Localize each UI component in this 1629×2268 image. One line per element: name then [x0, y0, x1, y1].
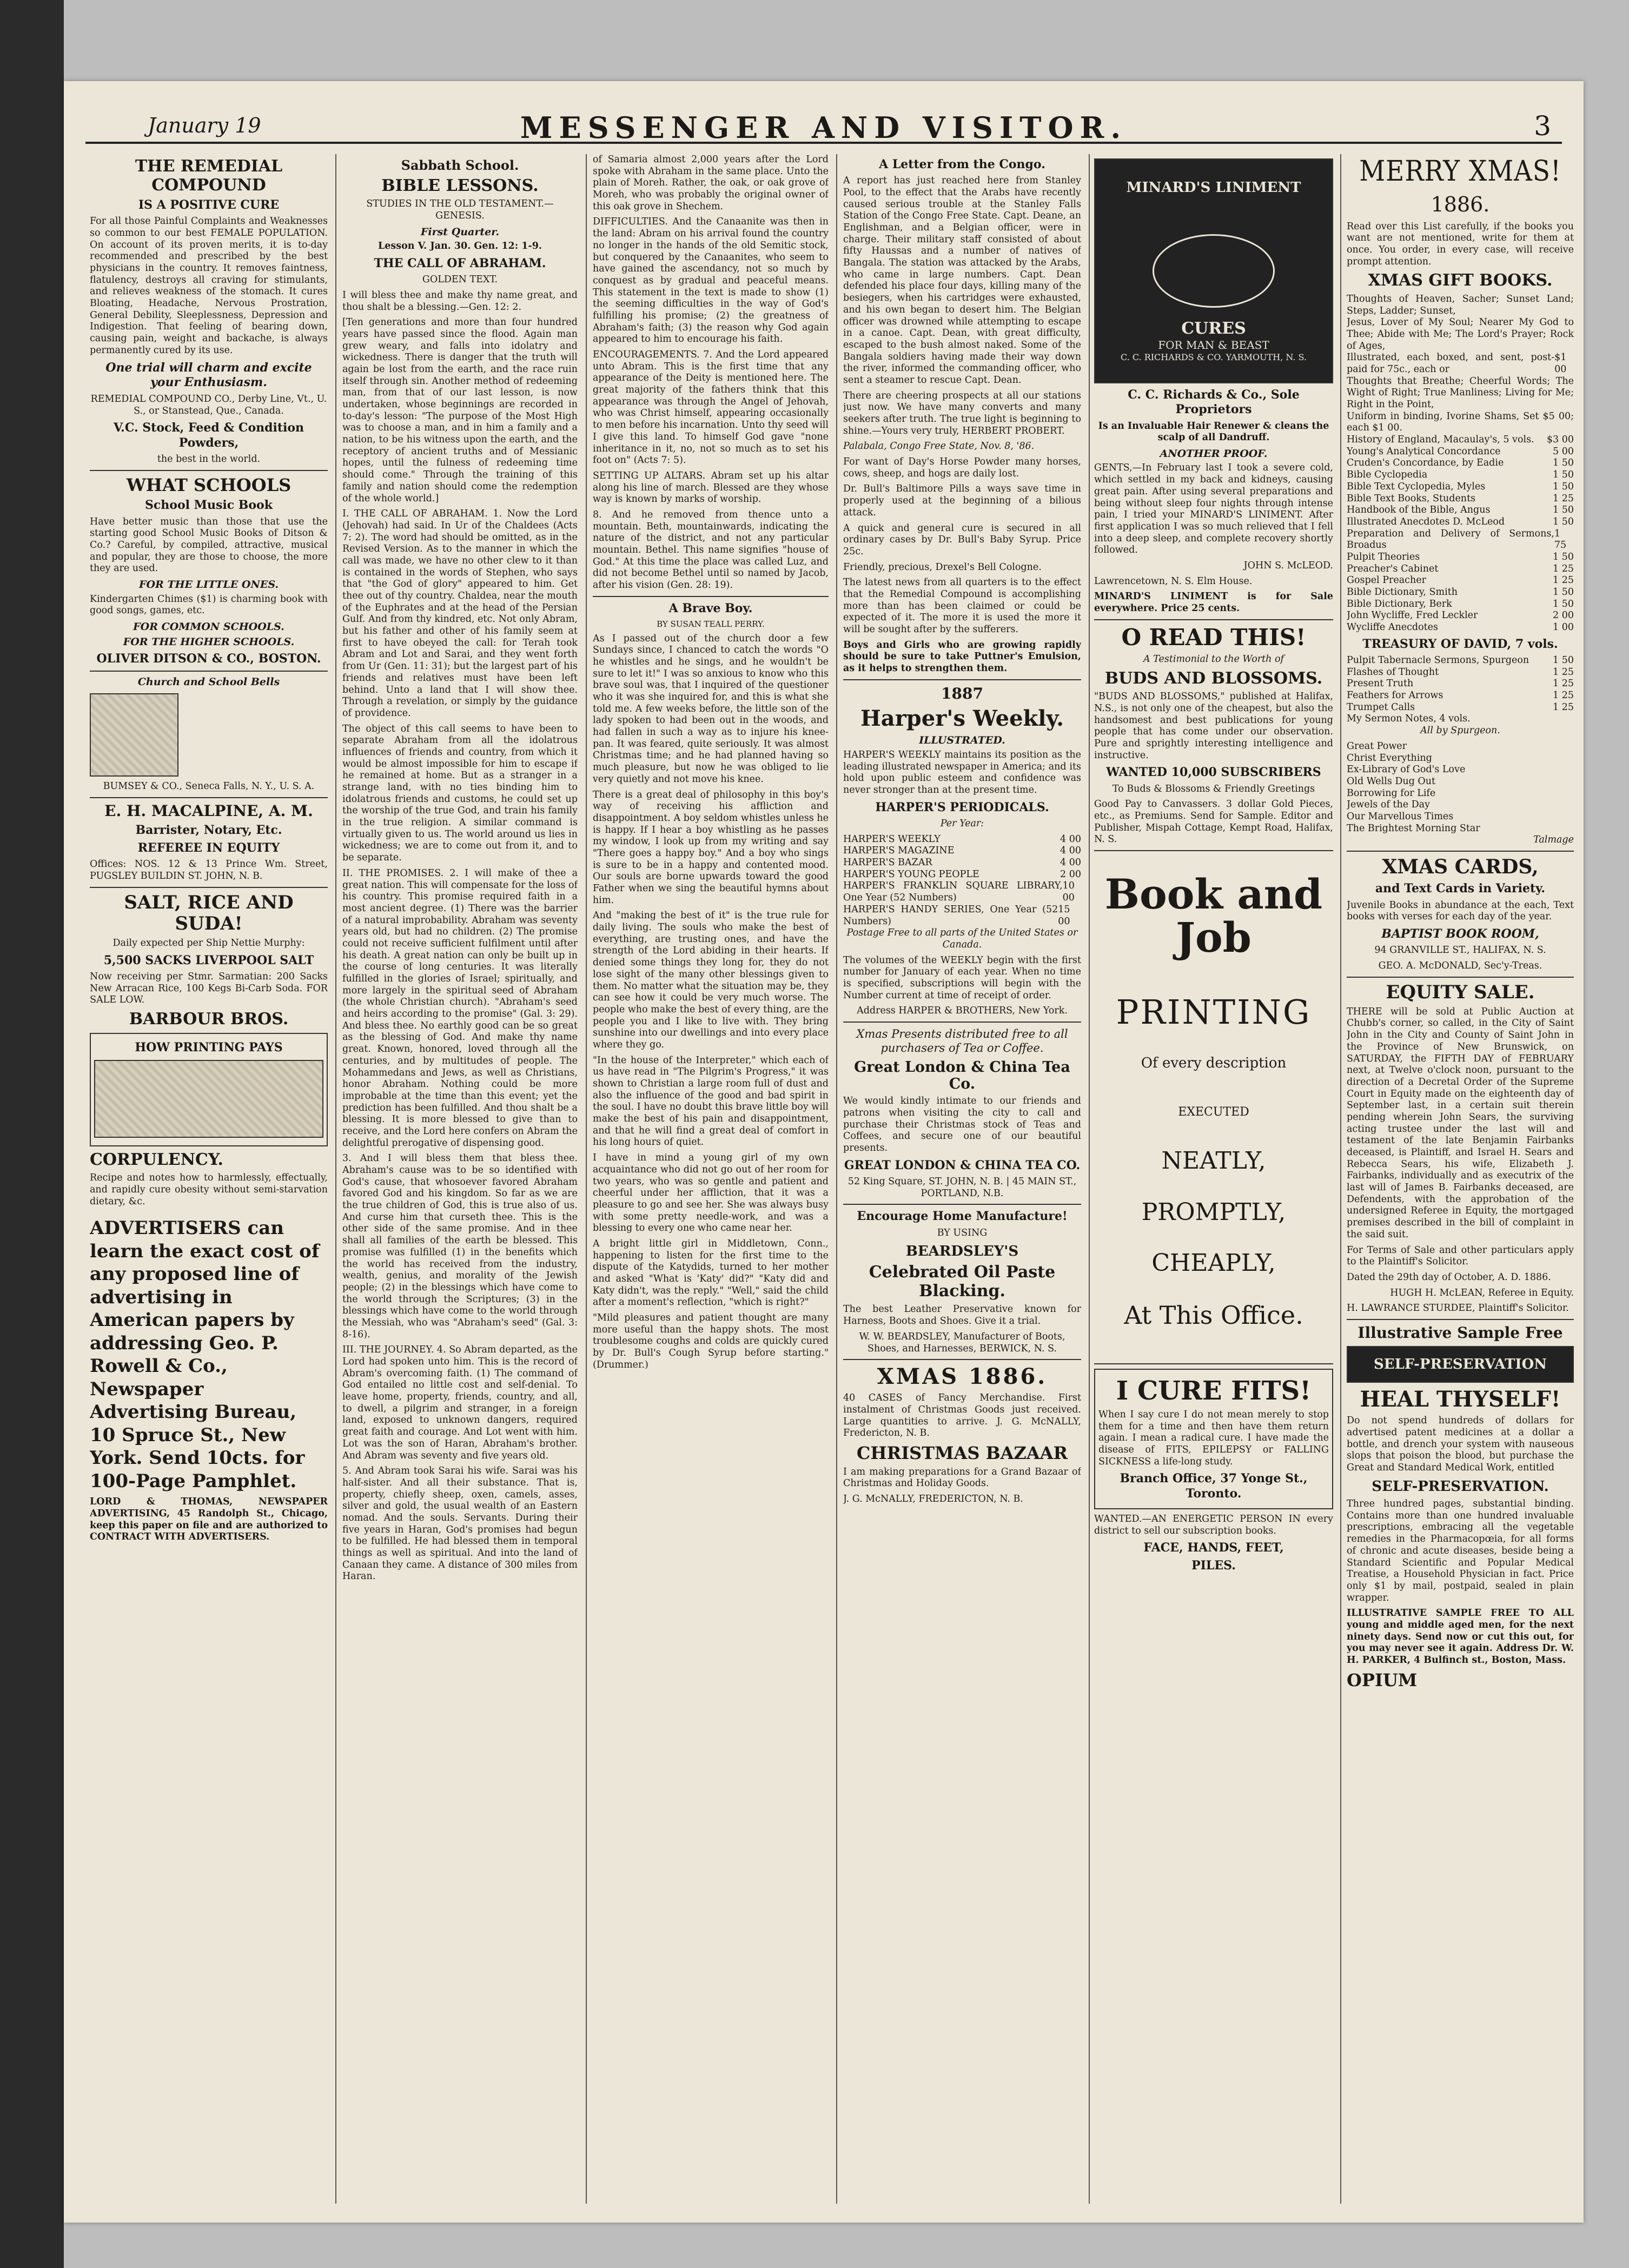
- divider: [1347, 1319, 1574, 1320]
- column-4: [843, 154, 1081, 2204]
- price-item: HARPER'S WEEKLY: [843, 833, 941, 845]
- book-title: Bible Cyclopedia: [1347, 469, 1428, 481]
- cheaply: CHEAPLY,: [1151, 1249, 1276, 1277]
- divider: [1094, 619, 1333, 620]
- liniment-for: FOR MAN & BEAST: [1158, 339, 1269, 352]
- remedial-address: REMEDIAL COMPOUND CO., Derby Line, Vt., U. S., or Stanstead, Que., Canada.: [90, 394, 327, 416]
- vc-title: V.C. Stock, Feed & Condition Powders,: [113, 421, 304, 450]
- book-price: 1 50: [1553, 469, 1574, 481]
- book-row: [1347, 516, 1574, 528]
- divider: [90, 797, 328, 798]
- book-title: Jewels of the Day: [1347, 799, 1430, 811]
- book-room: BAPTIST BOOK ROOM,: [1381, 927, 1539, 941]
- this-office: At This Office.: [1124, 1300, 1303, 1330]
- blacking-title: Celebrated Oil Paste Blacking.: [869, 1263, 1056, 1301]
- book-row: [1347, 446, 1574, 458]
- book-row: [1347, 552, 1574, 563]
- wanted-person: WANTED.—AN ENERGETIC PERSON IN every district to sell our subscription books.: [1094, 1513, 1333, 1536]
- read-this: O READ THIS!: [1121, 624, 1306, 651]
- book-title: Jesus, Lover of My Soul; Nearer My God to Thee; Abide with Me; The Lord's Prayer; Rock of Ages,: [1347, 317, 1574, 352]
- book-price: $3 00: [1546, 434, 1574, 446]
- book-price: 1 50: [1553, 516, 1574, 527]
- liniment-hair: Is an Invaluable Hair Renewer & cleans the scalp of all Dandruff.: [1098, 420, 1329, 443]
- notice: Boys and Girls who are growing rapidly should be sure to take Puttner's Emulsion, as it helps to strengthen them.: [843, 639, 1081, 674]
- piles: PILES.: [1191, 1559, 1236, 1573]
- tea-address: 52 King Square, ST. JOHN, N. B. | 45 MAIN ST., PORTLAND, N.B.: [847, 1176, 1077, 1199]
- equity-body: THERE will be sold at Public Auction at Chubb's corner, so called, in the City of Saint John in the City and County of Saint John in the Province of New Brunswick, on SATURDAY, the FIFTH DAY of FEBRUARY next, at Twelve o'clock noon, pursuant to the direction of a Decretal Order of the Supreme Court in Equity made on the eighteenth day of September last, in a certain suit therein pending wherein John Sears, the surviving acting trustee under the last will and testament of the late Benjamin Fairbanks deceased, is Plaintiff, and Israel H. Sears and Rebecca Sears, his wife, Elizabeth J. Fairbanks, individually and as executrix of the last will of James B. Fairbanks deceased, are Defendents, with the approbation of the undersigned Referee in Equity, the mortgaged premises described in the bill of complaint in the said suit.: [1347, 1006, 1574, 1240]
- lesson-ref: Lesson V. Jan. 30. Gen. 12: 1-9.: [378, 241, 542, 252]
- beardsley-maker: W. W. BEARDSLEY, Manufacturer of Boots, Shoes, and Harnesses, BERWICK, N. S.: [859, 1331, 1065, 1354]
- harper-body: HARPER'S WEEKLY maintains its position as the leading illustrated newspaper in America; and its hold upon public esteem and confidence was never stronger than at the present time.: [843, 750, 1081, 796]
- book-row: [1347, 587, 1574, 599]
- illustrative-title: Illustrative Sample Free: [1358, 1323, 1563, 1342]
- book-title: Thoughts of Heaven, Sacher; Sunset Land; Steps, Ladder; Sunset,: [1347, 293, 1574, 316]
- divider: [593, 596, 829, 597]
- book-price: 1 25: [1553, 563, 1574, 574]
- talmage-by: Talmage: [1533, 834, 1574, 846]
- higher-schools-heading: FOR THE HIGHER SCHOOLS.: [123, 635, 295, 648]
- price-item: HARPER'S BAZAR: [843, 857, 932, 868]
- bazaar-title: CHRISTMAS BAZAAR: [856, 1442, 1068, 1463]
- lawyer-offices: Offices: NOS. 12 & 13 Prince Wm. Street, PUGSLEY BUILDIN ST. JOHN, N. B.: [90, 859, 328, 882]
- book-title: Flashes of Thought: [1347, 666, 1439, 678]
- price-row: [843, 857, 1081, 869]
- column-1: [90, 154, 328, 2204]
- face-hands-feet: FACE, HANDS, FEET,: [1143, 1541, 1284, 1555]
- liniment-cures: CURES: [1181, 319, 1246, 339]
- book-row: [1347, 622, 1574, 634]
- book-row: [1347, 655, 1574, 667]
- book-title: History of England, Macaulay's, 5 vols.: [1347, 434, 1534, 446]
- book-price: 1 50: [1553, 598, 1574, 609]
- price-item: HARPER'S MAGAZINE: [843, 845, 955, 857]
- wanted-title: WANTED 10,000 SUBSCRIBERS: [1106, 765, 1321, 780]
- treasury-title: TREASURY OF DAVID, 7 vols.: [1362, 636, 1558, 651]
- liniment-ad: [1094, 158, 1333, 383]
- book-price: 1 50: [1553, 481, 1574, 492]
- book-title: Uniform in binding, Ivorine Shams, Set $5 00; each $1 00.: [1347, 410, 1574, 434]
- book-row: [1347, 563, 1574, 575]
- salt-subtitle: Daily expected per Ship Nettie Murphy:: [112, 937, 305, 949]
- vc-subtitle: the best in the world.: [157, 453, 261, 465]
- xmas-cards-title: XMAS CARDS,: [1382, 856, 1539, 879]
- book-row: [1347, 469, 1574, 481]
- lesson-paragraph: 3. And I will bless them that bless thee. Abraham's cause was to be so identified with God's cause, that whosoever favored Abraham favored God and his kingdom. So far as we are the true children of God, this is true also of us. And curse him that curseth thee. This is the other side of the same promise. And in thee shall all families of the earth be blessed. This promise was fulfilled (1) in the benefits which the world has received from the industry, wealth, genius, and morality of the Jewish people; (2) in the blessings which have come to the world through the Scriptures; (3) in the blessings which have come to the world through the Messiah, who was "Abraham's seed" (Gal. 3: 8-16).: [342, 1153, 578, 1340]
- price-value: 2 00: [1060, 868, 1081, 880]
- story-title: A Brave Boy.: [668, 601, 753, 615]
- book-title: Preacher's Cabinet: [1347, 563, 1439, 574]
- bells-heading: Church and School Bells: [137, 676, 280, 688]
- harper-address: Address HARPER & BROTHERS, New York.: [857, 1005, 1068, 1017]
- advertisers-ad: ADVERTISERS can learn the exact cost of any proposed line of advertising in American papers by addressing Geo. P. Rowell & Co., Newspaper Advertising Bureau, 10 Spruce St., New York. Send 10cts. for 100-Page Pamphlet.: [90, 1217, 320, 1492]
- divider: [1094, 1363, 1333, 1364]
- cure-fits-ad: [1094, 1369, 1333, 1509]
- price-row: [843, 880, 1081, 904]
- section-heading: Sabbath School.: [401, 157, 519, 173]
- remedial-body: For all those Painful Complaints and Weaknesses so common to our best FEMALE POPULATION. On account of its proven merits, it is to-day recommended and prescribed by the best physicians in the country. It removes faintness, flatulency, destroys all craving for stimulants, and relieves weakness of the stomach. It cures Bloating, Headache, Nervous Prostration, General Debility, Sleeplessness, Depression and Indigestion. That feeling of bearing down, causing pain, weight and backache, is always permanently cured by its use.: [90, 216, 328, 356]
- price-row: [843, 834, 1081, 846]
- story-paragraph: A bright little girl in Middletown, Conn., happening to listen for the first time to the dispute of the Katydids, turned to her mother and asked "What is 'Katy' did?" "Katy did and Katy didn't, was the reply." "Well," said the child after a moment's reflection, "which is right?": [593, 1238, 829, 1308]
- book-row: [1347, 457, 1574, 469]
- book-price: 1 25: [1553, 678, 1574, 689]
- book-price: 1 50: [1553, 655, 1574, 666]
- cure-fits-title: I CURE FITS!: [1116, 1375, 1312, 1406]
- book-title: Gospel Preacher: [1347, 575, 1426, 586]
- book-title: Bible Dictionary, Berk: [1347, 598, 1452, 609]
- studies-line: STUDIES IN THE OLD TESTAMENT.—GENESIS.: [366, 198, 554, 221]
- book-title: Old Wells Dug Out: [1347, 775, 1436, 787]
- lawyer-title: Barrister, Notary, Etc.: [135, 823, 282, 837]
- story-paragraph: And "making the best of it" is the true rule for daily living. The souls who make the best of everything, are trusting ones, and have the strength of the Lord abiding in their hearts. If denied some things they long for, they do not lose sight of the many other blessings given to them. No matter what the situation may be, they can see how it could be very much worse. The people who make the best of every thing, are the people you and I like to live with. They bring sunshine into our dwellings and into every place where they go.: [593, 910, 829, 1050]
- illustrative-sample: ILLUSTRATIVE SAMPLE FREE TO ALL young and middle aged men, for the next ninety days. Send now or cut this out, for you may never see it again. Address Dr. W. H. PARKER, 4 Bulfinch st., Boston, Mass.: [1347, 1608, 1574, 1666]
- book-title: Borrowing for Life: [1347, 787, 1436, 799]
- header-rule: [85, 142, 1562, 144]
- merry-year: 1886.: [1431, 193, 1490, 217]
- book-room-sign: GEO. A. McDONALD, Sec'y-Treas.: [1378, 960, 1542, 972]
- lesson-paragraph: II. THE PROMISES. 2. I will make of thee a great nation. This will compensate for the loss of his country. This promise required faith in a most ancient degree. (1) There was the barrier of a natural improbability. Abraham was seventy years old, but had no children. (2) The promise could not receive sufficient fulfilment until after his death. A great nation can only be built up in the course of long centuries. It was literally fulfilled in the glories of Israel; spiritually, and more largely in the spiritual seed of Abraham (the whole Christian church). "Abraham's seed and heirs according to the promise" (Gal. 3: 29). And bless thee. No earthly good can be so great as the blessing of God. And make thy name great. Known, honored, loved through all the centuries, and by multitudes of people. The Mohammedans and Jews, as well as Christians, honor Abraham. Nothing could be more improbable at the time than this event; yet the prediction has been fulfilled. And thou shalt be a blessing. It is more blessed to give than to receive, and the Lord here confers on Abram the delightful prerogative of dispensing good.: [342, 867, 578, 1149]
- tea-body: We would kindly intimate to our friends and patrons when visiting the city to call and purchase their Christmas stock of Teas and Coffees, and secure one of our beautiful presents.: [843, 1096, 1081, 1153]
- price-value: 15 00: [1058, 904, 1070, 927]
- book-title: Great Power: [1347, 740, 1407, 752]
- story-paragraph: There is a great deal of philosophy in this boy's way of receiving his affliction and disappointment. A boy seldom whistles unless he is happy. If I hear a boy whistling as he passes my window, I look up from my writing and say "There goes a happy boy." And a boy who sings is sure to be in a happy and contented mood. Our souls are borne upwards toward the good Father when we sing the beautiful hymns about him.: [593, 789, 829, 906]
- lawyer-name: E. H. MACALPINE, A. M.: [104, 801, 313, 820]
- column-6: [1347, 154, 1574, 2204]
- story-byline: BY SUSAN TEALL PERRY.: [657, 619, 765, 629]
- bells-maker: BUMSEY & CO., Seneca Falls, N. Y., U. S. A.: [103, 780, 315, 792]
- column-5: [1094, 154, 1333, 2204]
- proof-body: GENTS,—In February last I took a severe cold, which settled in my back and kidneys, causing great pain. After using several preparations and being without sleep four nights through intense pain, I tried your MINARD'S LINIMENT. After first application I was so much relieved that I fell into a deep sleep, and complete recovery shortly followed.: [1094, 462, 1333, 556]
- barbour-name: BARBOUR BROS.: [129, 1009, 289, 1029]
- letter-title: A Letter from the Congo.: [879, 157, 1045, 171]
- book-title: Preparation and Delivery of Sermons, Broadus: [1347, 528, 1554, 551]
- book-row: [1347, 599, 1574, 611]
- proof-sign: JOHN S. McLEOD.: [1243, 560, 1333, 571]
- merry-xmas: MERRY XMAS!: [1359, 155, 1561, 188]
- remedial-slogan: One trial will charm and excite your Enthusiasm.: [105, 360, 312, 389]
- divider: [1094, 850, 1333, 851]
- book-title: My Sermon Notes, 4 vols.: [1347, 713, 1471, 725]
- divider: [843, 679, 1081, 680]
- xmas-presents: Xmas Presents distributed free to all purchasers of Tea or Coffee.: [856, 1027, 1068, 1055]
- notice: Dr. Bull's Baltimore Pills a ways save time in properly used at the beginning of a bilious attack.: [843, 483, 1081, 518]
- book-row: [1347, 690, 1574, 702]
- lesson-paragraph: III. THE JOURNEY. 4. So Abram departed, as the Lord had spoken unto him. This is the record of Abram's overcoming faith. (1) The command of God entailed no little cost and self-denial. To leave home, property, friends, country, and all, to dwell, a pilgrim and stranger, in a foreign land, exposed to unknown dangers, required great faith and courage. And Lot went with him. Lot was the son of Haran, Abraham's brother. And Abram was seventy and five years old.: [342, 1344, 578, 1461]
- buds-body: "BUDS AND BLOSSOMS," published at Halifax, N.S., is not only one of the cheapest, but also the handsomest and best publications for young people that has come under our observation. Pure and sprightly interesting intelligence and instructive.: [1094, 691, 1333, 761]
- spurgeon-by: All by Spurgeon.: [1420, 725, 1500, 737]
- book-title: Our Marvellous Times: [1347, 811, 1454, 822]
- read-subtitle: A Testimonial to the Worth of: [1143, 654, 1284, 665]
- talmage-list: [1347, 741, 1574, 835]
- book-price: $1 00: [1554, 352, 1567, 375]
- harper-more: The volumes of the WEEKLY begin with the first number for January of each year. When no time is specified, subscriptions will begin with the Number current at time of receipt of order.: [843, 954, 1081, 1001]
- executed: EXECUTED: [1178, 1105, 1249, 1119]
- little-ones-heading: FOR THE LITTLE ONES.: [139, 579, 279, 591]
- xmas-cards-body: Juvenile Books in abundance at the each, Text books with verses for each day of the year.: [1347, 899, 1574, 923]
- book-row: [1347, 667, 1574, 679]
- another-proof: ANOTHER PROOF.: [1160, 447, 1268, 460]
- column-2: [342, 154, 578, 2204]
- book-price: 1 00: [1553, 622, 1574, 633]
- intro: Read over this List carefully, if the books you want are not mentioned, write for them at once. You order, in every case, will receive prompt attention.: [1347, 221, 1574, 267]
- book-title: Handbook of the Bible, Angus: [1347, 505, 1491, 516]
- beardsley: BEARDSLEY'S: [905, 1243, 1019, 1260]
- harper-per-year: Per Year:: [940, 818, 984, 830]
- lesson-paragraph: 5. And Abram took Sarai his wife. Sarai was his half-sister. And all their substance. That is, property, chiefly sheep, oxen, camels, asses, silver and gold, the usual wealth of an Eastern nomad. And the souls. Servants. During their five years in Haran, God's promises had begun to be fulfilled. He had blessed them in temporal things as well as spiritual. And into the land of Canaan they came. A distance of 300 miles from Haran.: [342, 1465, 578, 1582]
- price-item: HARPER'S FRANKLIN SQUARE LIBRARY, One Year (52 Numbers): [843, 880, 1063, 904]
- corpulency-body: Recipe and notes how to harmlessly, effectually, and rapidly cure obesity without semi-starvation dietary, &c.: [90, 1172, 328, 1207]
- printing-title: PRINTING: [1116, 992, 1312, 1032]
- by-using: BY USING: [937, 1227, 988, 1238]
- equity-title: EQUITY SALE.: [1386, 981, 1535, 1003]
- promptly: PROMPTLY,: [1141, 1198, 1286, 1226]
- spurgeon-list: [1347, 655, 1574, 725]
- lesson-paragraph: I. THE CALL OF ABRAHAM. 1. Now the Lord (Jehovah) had said. In Ur of the Chaldees (Acts 7: 2). The word had should be omitted, as in the Revised Version. As to the manner in which the call was made, we have no other clew to it than is contained in the words of Stephen, who says that "the God of glory" appeared to him. Get thee out of thy country. Chaldea, near the mouth of the Euphrates and at the head of the Persian Gulf. And from thy kindred, etc. Not only Abram, but his father and other of his family seem at first to have obeyed the call: for Terah took Abram and Lot and Sarai, and they went forth from Ur (Gen. 11: 31); but the largest part of his friends and relatives must have been left behind. Unto a land that I will show thee. Through a revelation, or simply by the guidance of providence.: [342, 508, 578, 719]
- book-row: [1347, 317, 1574, 352]
- bazaar-body: I am making preparations for a Grand Bazaar of Christmas and Holiday Goods.: [843, 1466, 1081, 1489]
- divider: [1347, 977, 1574, 978]
- wanted-subtitle: To Buds & Blossoms & Friendly Greetings: [1112, 783, 1315, 794]
- lesson-paragraph: The object of this call seems to have been to separate Abraham from all the idolatrous influences of friends and country, from which it would be almost impossible for him to escape if he remained at home. But as a stranger in a strange land, with no ties binding him to idolatrous friends and customs, he could set up the worship of the true God, and train his family in the true religion. A similar command is virtually given to us. The world around us lies in wickedness; we are to come out from it, and to be separate.: [342, 723, 578, 864]
- lesson-paragraph: ENCOURAGEMENTS. 7. And the Lord appeared unto Abram. This is the first time that any appearance of the Deity is mentioned here. The great majority of the fathers think that this appearance was through the Angel of Jehovah, who was Christ himself, appearing occasionally to men before his incarnation. Unto thy seed will I give this land. To himself God gave "none inheritance in it, no, not so much as to set his foot on" (Acts 7: 5).: [593, 349, 829, 466]
- lesson-paragraph: DIFFICULTIES. And the Canaanite was then in the land: Abram on his arrival found the country no longer in the hands of the old Semitic stock, but conquered by the Canaanites, who seem to have gained the ascendancy, not so much by conquest as by gradual and peaceful means. This statement in the text is made to show (1) the seeming difficulties in the way of God's fulfilling his promise; (2) the greatness of Abraham's faith; (3) the reason why God again appeared to him to encourage his faith.: [593, 216, 829, 345]
- book-title: Present Truth: [1347, 678, 1414, 689]
- school-body: Have better music than those that use the starting good School Music Books of Ditson & Co.? Careful, by compiled, attractive, musical and popular, they are those to choose, the more they are used.: [90, 516, 328, 574]
- notice: Friendly, precious, Drexel's Bell Cologne.: [843, 561, 1042, 573]
- book-and-job: Book and Job: [1104, 870, 1323, 961]
- quarter-line: First Quarter.: [420, 226, 500, 238]
- book-row: [1347, 575, 1574, 587]
- book-price: 1 25: [1553, 701, 1574, 713]
- liniment-brand: MINARD'S LINIMENT: [1126, 180, 1301, 196]
- book-row: [1347, 481, 1574, 493]
- ditson-name: OLIVER DITSON & CO., BOSTON.: [96, 652, 321, 666]
- school-subtitle: School Music Book: [145, 498, 273, 513]
- book-price: 1 50: [1553, 505, 1574, 516]
- kindergarten-text: Kindergarten Chimes ($1) is charming book with good songs, games, etc.: [90, 593, 328, 616]
- book-row: [1347, 294, 1574, 317]
- remedial-title: THE REMEDIAL COMPOUND: [135, 157, 283, 195]
- book-price: 5 00: [1553, 446, 1574, 457]
- story-paragraph: I have in mind a young girl of my own acquaintance who did not go out of her room for two years, who was so gentle and patient and cheerful under her affliction, that it was a pleasure to go and see her. She was always busy with some pretty needle-work, and was a blessing to every one who came near her.: [593, 1152, 829, 1234]
- story-paragraph: "In the house of the Interpreter," which each of us have read in "The Pilgrim's Progress," it was shown to Christian a large room full of dust and also the influence of the good and bad spirit in the soul. I have no doubt this brave little boy will make the best of his pain and disappointment, and that he will find a great deal of comfort in his long hours of quiet.: [593, 1055, 829, 1148]
- heal-thyself: HEAL THYSELF!: [1360, 1387, 1561, 1412]
- book-title: Christ Everything: [1347, 752, 1432, 764]
- story-paragraph: As I passed out of the church door a few Sundays since, I chanced to catch the words "O he whistles and he sings, and he wouldn't be sure to let it!" I was so anxious to know who this brave soul was, that I inquired of the questioner who it was she inquired for, and this is what she told me. A few weeks before, the little son of the lady spoken to had been out in the woods, and had fallen in such a way as to injure his knee-pan. It was feared, quite seriously. It was almost Christmas time; and he had planned having so much pleasure, but now he was obliged to lie very quietly and not move his knee.: [593, 633, 829, 785]
- book-row: [1347, 352, 1574, 375]
- book-price: 2 00: [1553, 610, 1574, 621]
- corpulency-title: CORPULENCY.: [90, 1150, 223, 1169]
- equity-dated: Dated the 29th day of October, A. D. 1886.: [1347, 1271, 1551, 1283]
- book-row: [1347, 376, 1574, 411]
- equity-solicitor: H. LAWRANCE STURDEE, Plaintiff's Solicitor.: [1347, 1303, 1569, 1314]
- price-value: 10 00: [1062, 880, 1075, 904]
- column-divider: [1089, 154, 1090, 2204]
- column-divider: [1340, 154, 1341, 2204]
- liniment-maker: C. C. RICHARDS & CO. YARMOUTH, N. S.: [1121, 352, 1307, 363]
- book-title: Ex-Library of God's Love: [1347, 764, 1466, 775]
- divider: [90, 671, 328, 672]
- scan-left-edge: [0, 0, 64, 2268]
- book-title: Trumpet Calls: [1347, 701, 1415, 713]
- notice: The latest news from all quarters is to the effect that the Remedial Compound is accomplishing more than has been claimed or could be expected of it. The more it is used the more it will be sought after by the sufferers.: [843, 577, 1081, 635]
- book-row: [1347, 678, 1574, 690]
- book-title: Feathers for Arrows: [1347, 690, 1443, 701]
- common-schools-heading: FOR COMMON SCHOOLS.: [133, 621, 284, 633]
- book-title: Cruden's Concordance, by Eadie: [1347, 457, 1504, 469]
- tea-company-2: GREAT LONDON & CHINA TEA CO.: [844, 1158, 1081, 1172]
- divider: [90, 470, 328, 471]
- tea-company: Great London & China Tea Co.: [854, 1059, 1070, 1093]
- price-item: HARPER'S HANDY SERIES, One Year (52 Numbers): [843, 904, 1058, 927]
- letter-body: A report has just reached here from Stanley Pool, to the effect that the Arabs have recently caused serious trouble at the Stanley Falls Station of the Congo Free State. Capt. Deane, an Englishman, and a Belgian officer, were in charge. Their military staff consisted of about fifty Haussas and a number of natives of Bangala. The station was attacked by the Arabs, who came in large numbers. Capt. Dean defended his place four days, killing many of the besiegers, when his cartridges were exhausted, and his own began to desert him. The Belgian officer was drowned while attempting to escape in a canoe. Capt. Dean, with great difficulty, escaped to the bush almost naked. Some of the Bangala soldiers having made their way down the river, informed the commanding officer, who sent a steamer to rescue Capt. Dean.: [843, 175, 1081, 386]
- self-preservation-title: SELF-PRESERVATION.: [1372, 1478, 1549, 1495]
- divider: [90, 887, 328, 888]
- printing-pays-ad: [90, 1033, 328, 1146]
- divider: [843, 1204, 1081, 1205]
- book-row: [1347, 505, 1574, 516]
- book-price: 1 50: [1553, 457, 1574, 469]
- xmas-1886: XMAS 1886.: [877, 1364, 1048, 1390]
- book-price: 1 25: [1553, 690, 1574, 701]
- opium-title: OPIUM: [1347, 1669, 1418, 1690]
- book-row: [1347, 702, 1574, 714]
- notice: For want of Day's Horse Powder many horses, cows, sheep, and hogs are daily lost.: [843, 456, 1081, 479]
- price-row: [843, 845, 1081, 857]
- newspaper-page: [64, 81, 1584, 2223]
- blacking-body: The best Leather Preservative known for Harness, Boots and Shoes. Give it a trial.: [843, 1304, 1081, 1327]
- book-price: 1 25: [1553, 666, 1574, 678]
- book-title: Pulpit Theories: [1347, 551, 1420, 562]
- equity-sign: HUGH H. McLEAN, Referee in Equity.: [1390, 1287, 1574, 1298]
- printing-pays-title: HOW PRINTING PAYS: [135, 1040, 283, 1055]
- issue-date: January 19: [148, 114, 261, 137]
- newspaper-title: MESSENGER AND VISITOR.: [520, 110, 1128, 145]
- price-row: [843, 904, 1081, 927]
- divider: [843, 1359, 1081, 1360]
- divider: [1347, 851, 1574, 852]
- salt-body: Now receiving per Stmr. Sarmatian: 200 Sacks New Arracan Rice, 100 Kegs Bi-Carb Soda. FOR SALE LOW.: [90, 971, 328, 1006]
- harper-illustrated: ILLUSTRATED.: [919, 734, 1005, 747]
- book-title: Wycliffe Anecdotes: [1347, 622, 1439, 633]
- liniment-sale: MINARD'S LINIMENT is for Sale everywhere. Price 25 cents.: [1094, 591, 1333, 614]
- gift-books-list: [1347, 294, 1574, 634]
- notice: A quick and general cure is secured in all ordinary cases by Dr. Bull's Baby Syrup. Price 25c.: [843, 522, 1081, 557]
- every-description: Of every description: [1141, 1055, 1287, 1072]
- book-row: [1347, 528, 1574, 552]
- book-title: Bible Text Books, Students: [1347, 493, 1476, 504]
- harper-year: 1887: [941, 684, 983, 702]
- book-title: Bible Text Cyclopedia, Myles: [1347, 481, 1486, 492]
- gift-books-title: XMAS GIFT BOOKS.: [1368, 271, 1553, 290]
- equity-terms: For Terms of Sale and other particulars apply to the Plaintiff's Solicitor.: [1347, 1244, 1574, 1268]
- book-row: [1347, 610, 1574, 622]
- harper-periodicals: HARPER'S PERIODICALS.: [875, 800, 1049, 814]
- book-title: Thoughts that Breathe; Cheerful Words; The Wight of Right; True Manliness; Living for Me; Right in the Point,: [1347, 375, 1574, 410]
- salt-title: SALT, RICE AND SUDA!: [124, 891, 294, 934]
- lesson-paragraph: of Samaria almost 2,000 years after the Lord spoke with Abraham in the same place. Unto the plain of Moreh. Rather, the oak, or oak grove of Moreh, who was probably the original owner of this oak grove in Shechem.: [593, 154, 829, 212]
- cure-fits-address: Branch Office, 37 Yonge St., Toronto.: [1120, 1471, 1308, 1501]
- book-title: The Brightest Morning Star: [1347, 823, 1480, 834]
- divider: [843, 1022, 1081, 1023]
- book-title: John Wycliffe, Fred Leckler: [1347, 610, 1478, 621]
- liniment-emblem: [1153, 234, 1275, 308]
- book-title: Illustrated, each boxed, and sent, post-paid for 75c., each or: [1347, 352, 1555, 375]
- book-price: 1 50: [1553, 551, 1574, 562]
- lesson-paragraph: SETTING UP ALTARS. Abram set up his altar along his line of march. Blessed are they whose way is known by marks of worship.: [593, 470, 829, 505]
- xmas-1886-body: 40 CASES of Fancy Merchandise. First instalment of Christmas Goods just received. Large quantities to arrive. J. G. McNALLY, Fredericton, N. B.: [843, 1392, 1081, 1439]
- price-value: 4 00: [1060, 845, 1081, 857]
- book-price: 1 25: [1553, 575, 1574, 586]
- column-divider: [586, 154, 587, 2204]
- salt-sacks: 5,500 SACKS LIVERPOOL SALT: [103, 953, 314, 967]
- liniment-proprietors: C. C. Richards & Co., Sole Proprietors: [1128, 388, 1300, 417]
- golden-label: GOLDEN TEXT.: [422, 274, 498, 286]
- book-title: Young's Analytical Concordance: [1347, 446, 1501, 457]
- remedial-subtitle: IS A POSITIVE CURE: [138, 198, 280, 212]
- price-value: 4 00: [1060, 833, 1081, 845]
- page-number: 3: [1534, 110, 1551, 142]
- cure-fits-body: When I say cure I do not mean merely to stop them for a time and then have them return again. I mean a radical cure. I have made the disease of FITS, EPILEPSY or FALLING SICKNESS a life-long study.: [1098, 1409, 1329, 1467]
- harper-title: Harper's Weekly.: [860, 706, 1064, 732]
- story-paragraph: "Mild pleasures and patient thought are many more useful than the happy shots. The most troublesome coughs and colds are quickly cured by Dr. Bull's Cough Syrup before starting." (Drummer.): [593, 1312, 829, 1370]
- letter-place: Palabala, Congo Free State, Nov. 8, '86.: [843, 441, 1035, 452]
- lesson-paragraph: [Ten generations and more than four hundred years have passed since the flood. Again man grew weary, and falls into idolatry and wickedness. There is danger that the truth will again be lost from the earth, and the race ruin itself through sin. Another method of redeeming man, from that of our last lesson, is now undertaken, whose beginnings are recorded in to-day's lesson: "The purpose of the Most High was to choose a man, and in him a family and a nation, to be his witness upon the earth, and the receptory of ancient truths and of Messianic hopes, until the fulness of redeeming time should come." Through the training of this family and nation should come the redemption of the whole world.]: [342, 317, 578, 504]
- column-divider: [335, 154, 336, 2204]
- self-preservation-badge: SELF-PRESERVATION: [1347, 1346, 1574, 1383]
- book-title: Illustrated Anecdotes D. McLeod: [1347, 516, 1505, 527]
- price-item: HARPER'S YOUNG PEOPLE: [843, 868, 979, 880]
- buds-title: BUDS AND BLOSSOMS.: [1104, 668, 1323, 688]
- masthead: [64, 103, 1584, 146]
- proof-place: Lawrencetown, N. S. Elm House.: [1094, 575, 1253, 587]
- book-row: [1347, 493, 1574, 505]
- heal-body: Do not spend hundreds of dollars for advertised patent medicines at a dollar a bottle, and drench your system with nauseous slops that poison the blood, but purchase the Great and Standard Medical Work, entitled: [1347, 1415, 1574, 1474]
- bell-illustration: [90, 693, 178, 777]
- wanted-body: Good Pay to Canvassers. 3 dollar Gold Pieces, etc., as Premiums. Send for Sample. Editor and Publisher, Mispah Cottage, Kempt Road, Halifax, N. S.: [1094, 799, 1333, 845]
- column-divider: [836, 154, 837, 2204]
- book-row: [1347, 434, 1574, 446]
- self-preservation-body: Three hundred pages, substantial binding. Contains more than one hundred invaluable prescriptions, embracing all the vegetable remedies in the Pharmacopœia, for all forms of chronic and acute diseases, beside being a Standard Scientific and Popular Medical Treatise, a Household Physician in fact. Price only $1 by mail, postpaid, sealed in plain wrapper.: [1347, 1498, 1574, 1603]
- golden-text: I will bless thee and make thy name great, and thou shalt be a blessing.—Gen. 12: 2.: [342, 289, 578, 313]
- price-row: [843, 869, 1081, 881]
- book-row: [1347, 411, 1574, 434]
- lesson-title: THE CALL OF ABRAHAM.: [374, 256, 546, 270]
- bazaar-sign: J. G. McNALLY, FREDERICTON, N. B.: [843, 1494, 1023, 1505]
- neatly: NEATLY,: [1161, 1146, 1266, 1175]
- column-3: [593, 154, 829, 2204]
- book-room-address: 94 GRANVILLE ST., HALIFAX, N. S.: [1374, 945, 1546, 956]
- book-row: [1347, 713, 1574, 725]
- letter-body: There are cheering prospects at all our stations just now. We have many converts and many seekers after truth. The true light is beginning to shine.—Yours very truly, HERBERT PROBERT.: [843, 390, 1081, 436]
- xmas-cards-subtitle: and Text Cards in Variety.: [1375, 881, 1546, 896]
- book-title: Bible Dictionary, Smith: [1347, 587, 1458, 598]
- harper-postage: Postage Free to all parts of the United States or Canada.: [846, 927, 1078, 950]
- lesson-paragraph: 8. And he removed from thence unto a mountain. Beth, mountainwards, indicating the nature of the district, and not any particular mountain. Bethel. This name signifies "house of God." At this time the place was called Luz, and did not become Bethel until so named by Jacob, after his vision (Gen. 28: 19).: [593, 509, 829, 591]
- book-price: 1 25: [1553, 493, 1574, 504]
- book-price: 1 75: [1554, 528, 1567, 551]
- press-illustration: [94, 1060, 323, 1138]
- school-title: WHAT SCHOOLS: [126, 474, 292, 495]
- harper-price-list: [843, 834, 1081, 928]
- lesson-heading: BIBLE LESSONS.: [381, 176, 539, 195]
- book-title: Pulpit Tabernacle Sermons, Spurgeon: [1347, 655, 1529, 666]
- book-price: 1 50: [1553, 587, 1574, 598]
- lord-thomas-ad: LORD & THOMAS, NEWSPAPER ADVERTISING, 45 Randolph St., Chicago, keep this paper on file and are authorized to CONTRACT WITH ADVERTISERS.: [90, 1496, 328, 1543]
- referee-heading: REFEREE IN EQUITY: [137, 841, 280, 856]
- home-manufacture: Encourage Home Manufacture!: [857, 1209, 1068, 1224]
- price-value: 4 00: [1060, 857, 1081, 868]
